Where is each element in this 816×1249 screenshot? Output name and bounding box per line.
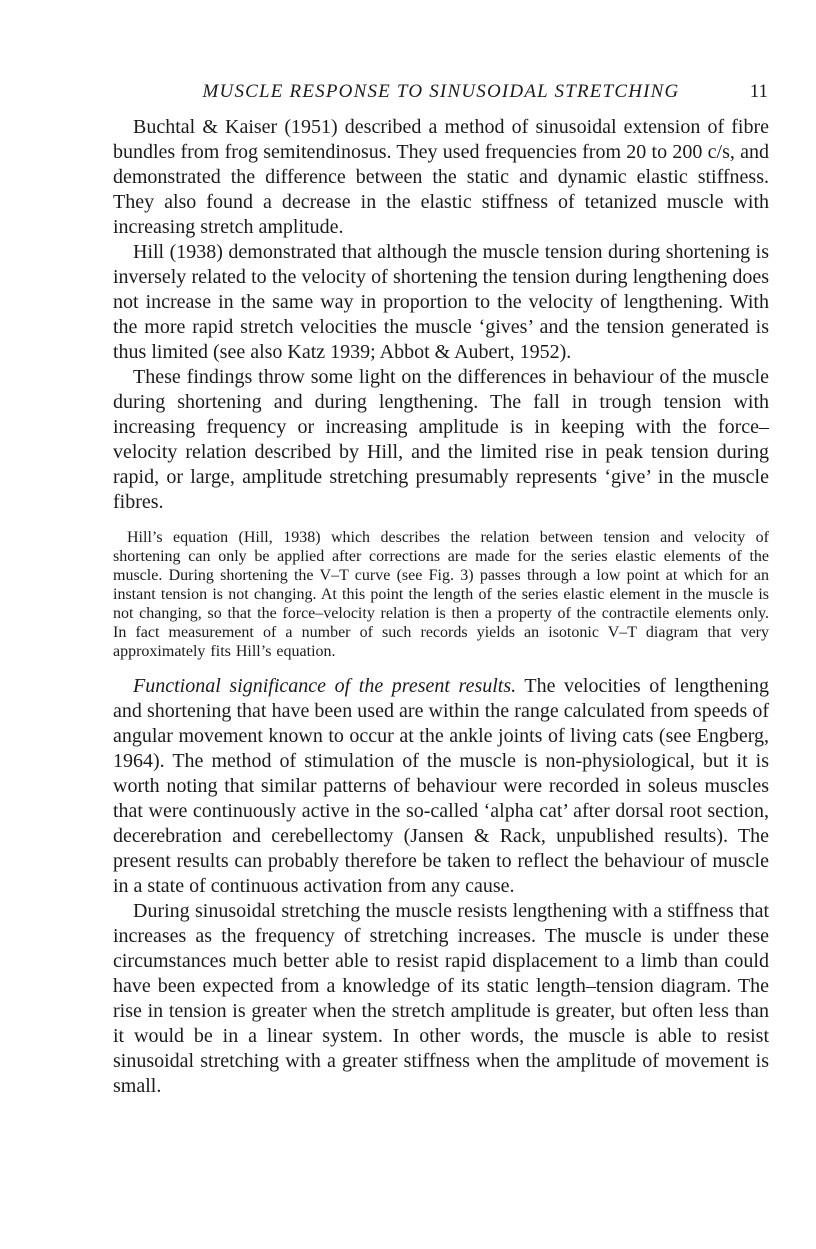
paragraph-these-findings: These findings throw some light on the differences in behaviour of the muscle during shortening and during lengthening. The fall in trough tension with increasing frequency or increasing amplitude is in keeping with the force–velocity relation described by Hill, and the limited rise in peak tension during rapid, or large, amplitude stretching presumably represents ‘give’ in the muscle fibres. [113,366,769,513]
running-head [113,80,769,104]
functional-significance-body: The velocities of lengthening and shortening that have been used are within the range calculated from speeds of angular movement known to occur at the ankle joints of living cats (see Engberg, 1964). The method of stimulation of the muscle is non-physiological, but it is worth noting that similar patterns of behaviour were recorded in soleus muscles that were continuously active in the so-called ‘alpha cat’ after dorsal root section, decerebration and cerebellectomy (Jansen & Rack, unpublished results). The present results can probably therefore be taken to reflect the behaviour of muscle in a state of continuous activation from any cause. [113,675,769,897]
paragraph-hills-equation-smallprint: Hill’s equation (Hill, 1938) which describes the relation between tension and velocity of shortening can only be applied after corrections are made for the series elastic elements of the muscle. During shortening the V–T curve (see Fig. 3) passes through a low point at which for an instant tension is not changing. At this point the length of the series elastic element in the muscle is not changing, so that the force–velocity relation is then a property of the contractile elements only. In fact measurement of a number of such records yields an isotonic V–T diagram that very approximately fits Hill’s equation. [113,529,769,660]
paragraph-buchtal-kaiser: Buchtal & Kaiser (1951) described a method of sinusoidal extension of fibre bundles from frog semitendinosus. They used frequencies from 20 to 200 c/s, and demonstrated the difference between the static and dynamic elastic stiffness. They also found a decrease in the elastic stiffness of tetanized muscle with increasing stretch amplitude. [113,116,769,238]
functional-significance-lead: Functional significance of the present results. [133,675,517,697]
running-head-title: MUSCLE RESPONSE TO SINUSOIDAL STRETCHING [202,81,680,102]
text-block [113,80,769,1099]
paragraph-functional-significance [113,674,769,899]
paragraph-during-sinusoidal-stretching: During sinusoidal stretching the muscle resists lengthening with a stiffness that increases as the frequency of stretching increases. The muscle is under these circumstances much better able to resist rapid displacement to a limb than could have been expected from a knowledge of its static length–tension diagram. The rise in tension is greater when the stretch amplitude is greater, but often less than it would be in a linear system. In other words, the muscle is able to resist sinusoidal stretching with a greater stiffness when the amplitude of movement is small. [113,900,769,1097]
page-number: 11 [749,81,768,102]
paragraph-hill-1938: Hill (1938) demonstrated that although the muscle tension during shortening is inversely related to the velocity of shortening the tension during lengthening does not increase in the same way in proportion to the velocity of lengthening. With the more rapid stretch velocities the muscle ‘gives’ and the tension generated is thus limited (see also Katz 1939; Abbot & Aubert, 1952). [113,241,769,363]
